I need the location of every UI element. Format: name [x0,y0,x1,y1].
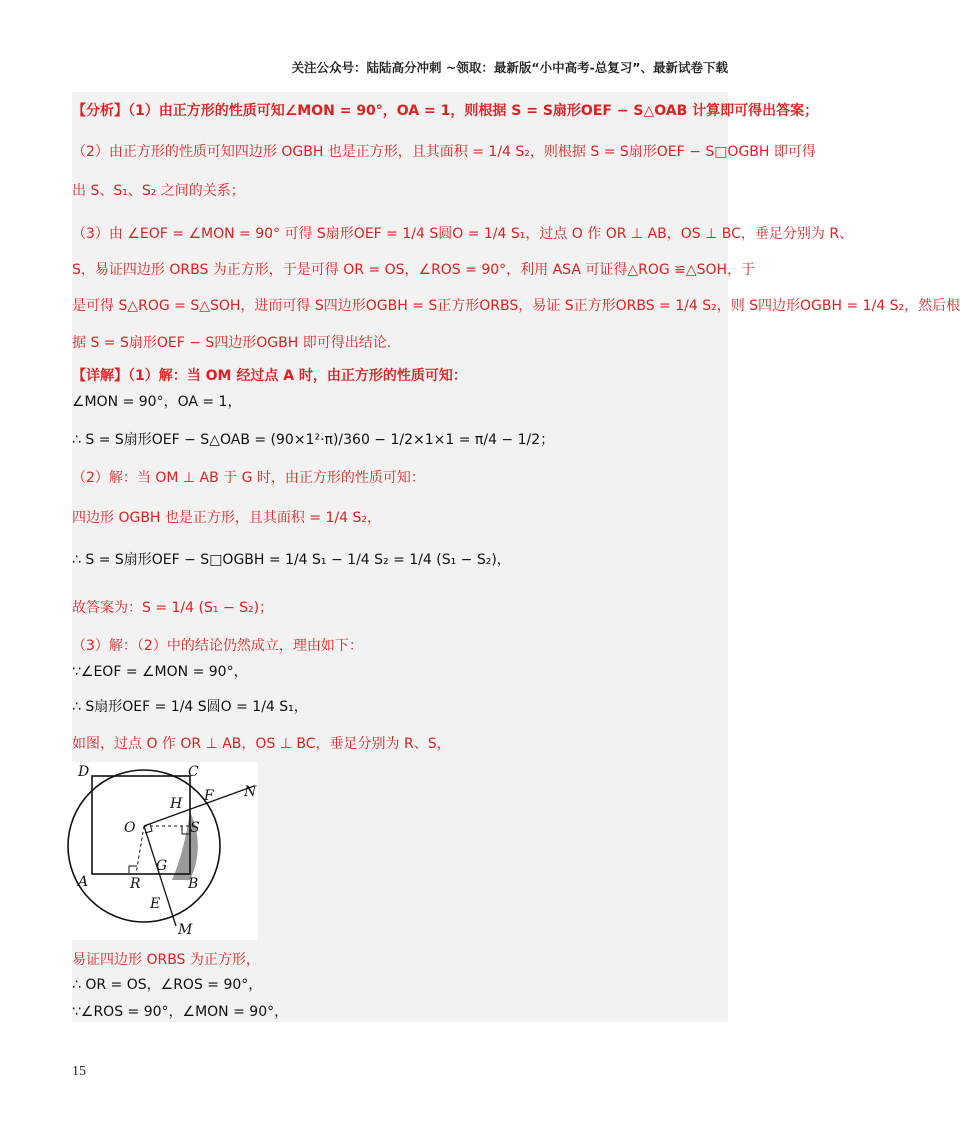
analysis-line-5: S，易证四边形 ORBS 为正方形，于是可得 OR = OS，∠ROS = 90°，利用 ASA 可证得△ROG ≌△SOH，于 [72,262,756,278]
geometry-figure [72,762,258,940]
segment-or [136,826,144,874]
detail-line-11: 如图，过点 O 作 OR ⊥ AB，OS ⊥ BC，垂足分别为 R、S， [72,736,451,752]
analysis-line-3: 出 S、S₁、S₂ 之间的关系； [72,183,245,199]
label-o: O [124,820,136,836]
label-g: G [156,858,168,874]
label-m: M [178,922,193,938]
label-a: A [78,874,89,890]
detail-line-14: ∵∠ROS = 90°，∠MON = 90°， [72,1004,289,1020]
page-header: 关注公众号：陆陆高分冲刺 ~领取：最新版“小中高考-总复习”、最新试卷下载 [291,60,728,75]
detail-line-13: ∴ OR = OS，∠ROS = 90°， [72,977,263,993]
analysis-line-2: （2）由正方形的性质可知四边形 OGBH 也是正方形，且其面积 = 1/4 S₂，则根据 S = S扇形OEF − S□OGBH 即可得 [72,144,816,160]
detail-line-6: ∴ S = S扇形OEF − S□OGBH = 1/4 S₁ − 1/4 S₂ = 1/4 (S₁ − S₂)， [72,552,511,568]
label-n: N [244,784,257,800]
label-s: S [190,820,200,836]
detail-line-7: 故答案为：S = 1/4 (S₁ − S₂)； [72,600,274,616]
square-abcd [92,776,190,874]
analysis-line-4: （3）由 ∠EOF = ∠MON = 90° 可得 S扇形OEF = 1/4 S圆O = 1/4 S₁，过点 O 作 OR ⊥ AB，OS ⊥ BC，垂足分别为 R、 [72,226,854,242]
detail-line-1: 【详解】（1）解：当 OM 经过点 A 时，由正方形的性质可知： [72,368,467,384]
detail-line-12: 易证四边形 ORBS 为正方形， [72,952,260,968]
label-b: B [188,876,199,892]
detail-line-4: （2）解：当 OM ⊥ AB 于 G 时，由正方形的性质可知： [72,470,425,486]
detail-line-8: （3）解：（2）中的结论仍然成立，理由如下： [72,638,363,654]
label-r: R [130,876,141,892]
analysis-line-6: 是可得 S△ROG = S△SOH，进而可得 S四边形OGBH = S正方形ORBS，易证 S正方形ORBS = 1/4 S₂，则 S四边形OGBH = 1/4 S₂，然后根 [72,298,960,314]
label-f: F [204,788,214,804]
detail-line-9: ∵∠EOF = ∠MON = 90°， [72,664,248,680]
analysis-line-7: 据 S = S扇形OEF − S四边形OGBH 即可得出结论. [72,335,392,351]
label-c: C [188,764,199,780]
label-e: E [150,896,161,912]
analysis-line-1: 【分析】（1）由正方形的性质可知∠MON = 90°，OA = 1，则根据 S = S扇形OEF − S△OAB 计算即可得出答案； [72,103,819,119]
label-h: H [170,796,183,812]
label-d: D [78,764,90,780]
page-number: 15 [72,1064,86,1079]
detail-line-10: ∴ S扇形OEF = 1/4 S圆O = 1/4 S₁， [72,699,308,715]
detail-line-2: ∠MON = 90°，OA = 1， [72,394,242,410]
detail-line-3: ∴ S = S扇形OEF − S△OAB = (90×1²·π)/360 − 1/2×1×1 = π/4 − 1/2； [72,432,555,448]
detail-line-5: 四边形 OGBH 也是正方形，且其面积 = 1/4 S₂， [72,510,382,526]
